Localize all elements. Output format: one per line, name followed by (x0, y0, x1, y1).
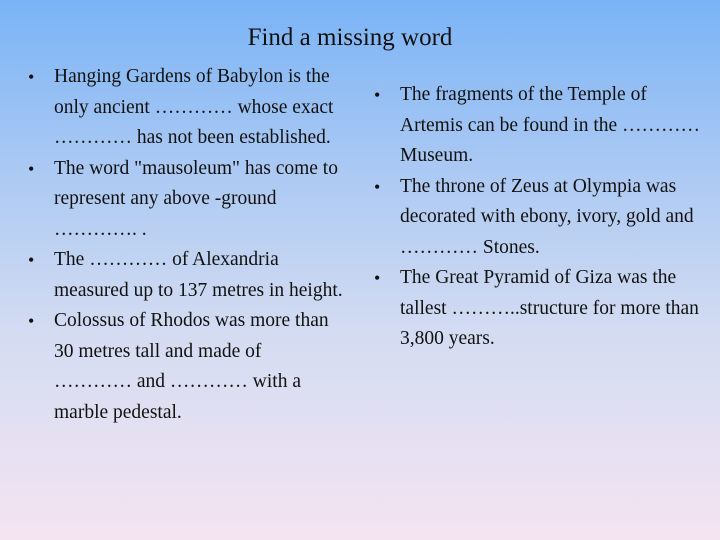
bullet-icon: • (28, 311, 35, 331)
bullet-text: The ………… of Alexandria measured up to 137 metres in height. (54, 249, 343, 301)
bullet-icon: • (374, 268, 381, 288)
bullet-icon: • (28, 67, 35, 87)
bullet-item (372, 263, 712, 355)
bullet-text: The fragments of the Temple of Artemis can be found in the ………… Museum. (400, 84, 701, 166)
bullet-item (372, 172, 712, 264)
bullet-item (26, 154, 344, 246)
bullet-text: The Great Pyramid of Giza was the tallest ………..structure for more than 3,800 years. (400, 267, 699, 349)
bullet-item (26, 306, 344, 428)
bullet-text: Colossus of Rhodos was more than 30 metres tall and made of ………… and ………… with a marble pedestal. (54, 310, 329, 423)
bullet-item (26, 62, 344, 154)
right-bullet-list (372, 80, 712, 355)
left-bullet-list (26, 62, 344, 428)
bullet-icon: • (374, 176, 381, 197)
bullet-icon: • (374, 85, 381, 105)
bullet-text: The throne of Zeus at Olympia was decorated with ebony, ivory, gold and ………… Stones. (400, 175, 694, 258)
bullet-icon: • (28, 250, 35, 270)
slide-title: Find a missing word (247, 24, 453, 51)
bullet-item (372, 80, 712, 172)
bullet-text: The word "mausoleum" has come to represent any above -ground …………. . (54, 157, 338, 240)
bullet-icon: • (28, 158, 35, 179)
bullet-item (26, 245, 344, 306)
bullet-text: Hanging Gardens of Babylon is the only ancient ………… whose exact ………… has not been established. (54, 66, 334, 148)
